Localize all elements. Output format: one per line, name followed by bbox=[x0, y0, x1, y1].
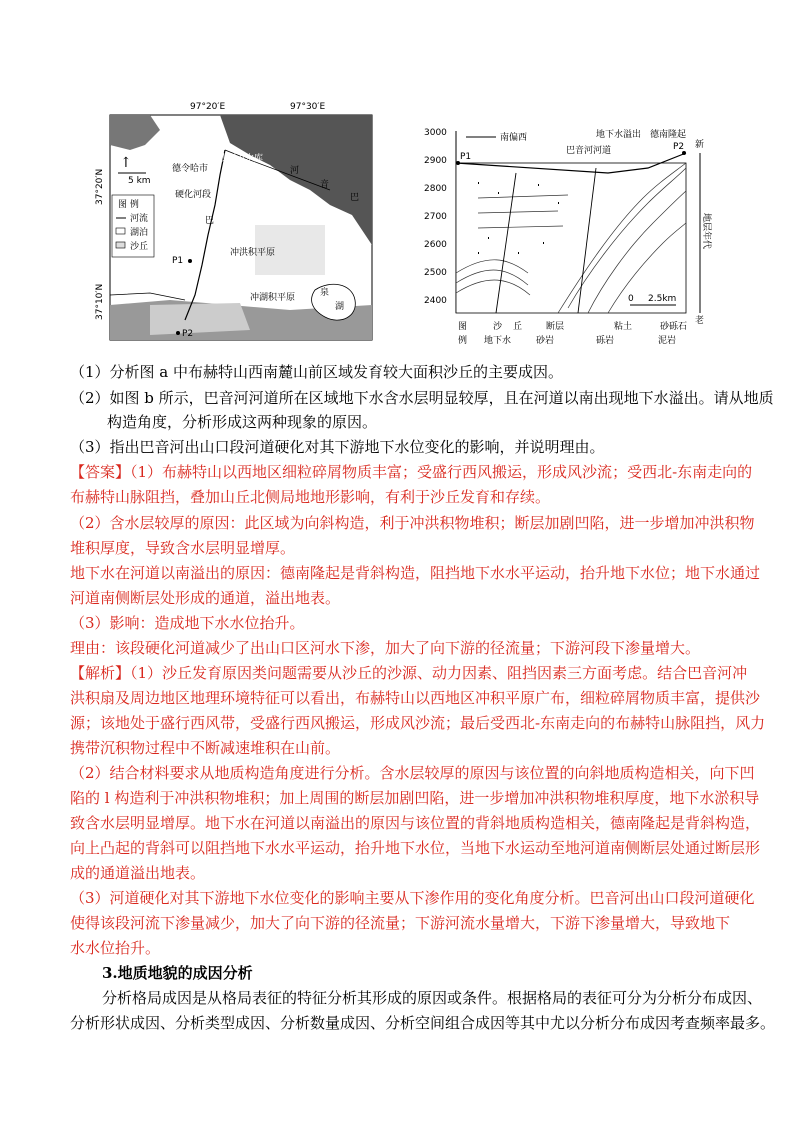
analysis-line-5: （2）结合材料要求从地质构造角度进行分析。含水层较厚的原因与该位置的向斜地质构造相关，向下凹 bbox=[70, 764, 755, 782]
svg-text:图: 图 bbox=[458, 322, 468, 332]
legend-river: 河流 bbox=[130, 214, 149, 224]
svg-text:砾岩: 砾岩 bbox=[596, 336, 615, 346]
answer-line-1 bbox=[70, 462, 770, 482]
analysis-line-7: 致含水层明显增厚。地下水在河道以南溢出的原因与该位置的背斜地质构造相关，德南隆起是背斜构造， bbox=[70, 814, 761, 832]
svg-text:2600: 2600 bbox=[424, 240, 447, 250]
question-2-cont: 构造角度，分析形成这两种现象的原因。 bbox=[107, 413, 378, 431]
lat-label-1: 37°20′N bbox=[95, 168, 105, 205]
question-3: （3）指出巴音河出山口段河道硬化对其下游地下水位变化的影响，并说明理由。 bbox=[70, 438, 605, 456]
svg-text:泥岩: 泥岩 bbox=[658, 336, 677, 346]
section-frame bbox=[456, 163, 686, 313]
place-delingha: 德令哈市 bbox=[172, 164, 209, 174]
svg-text:2700: 2700 bbox=[424, 212, 447, 222]
section-legend bbox=[458, 320, 687, 346]
label-new: 新 bbox=[695, 140, 705, 150]
answer-line-3: （2）含水层较厚的原因：此区域为向斜构造，利于冲洪积物堆积；断层加剧凹陷，进一步增加冲洪积物 bbox=[70, 514, 755, 532]
svg-text:地下水: 地下水 bbox=[484, 336, 512, 346]
place-lacustrine: 冲湖积平原 bbox=[250, 293, 296, 303]
label-old: 老 bbox=[695, 316, 705, 326]
section-heading: 3.地质地貌的成因分析 bbox=[102, 964, 253, 982]
answer-line-6: 河道南侧断层处形成的通道，溢出地表。 bbox=[70, 589, 341, 607]
svg-text:3000: 3000 bbox=[424, 128, 447, 138]
svg-text:沙: 沙 bbox=[493, 322, 503, 332]
scale-label: 2.5km bbox=[648, 294, 677, 304]
answer-line-2: 布赫特山脉阻挡，叠加山丘北侧局地地形影响，有利于沙丘发育和存续。 bbox=[70, 488, 551, 506]
point-p1: P1 bbox=[172, 256, 184, 266]
answer-tag: 【答案】 bbox=[70, 463, 131, 481]
place-ba-2: 巴 bbox=[205, 216, 215, 226]
svg-text:粘土: 粘土 bbox=[614, 322, 633, 332]
label-stratum-age: 地层年代 bbox=[701, 213, 711, 250]
place-ba-1: 巴 bbox=[350, 193, 360, 203]
analysis-text-1: （1）沙丘发育原因类问题需要从沙丘的沙源、动力因素、阻挡因素三方面考虑。结合巴音河冲 bbox=[130, 664, 748, 682]
figure-a-map bbox=[90, 95, 390, 345]
svg-text:砂岩: 砂岩 bbox=[536, 336, 555, 346]
svg-text:丘: 丘 bbox=[513, 322, 523, 332]
analysis-line-6: 陷的 l 构造利于冲洪积物堆积；加上周围的断层加剧凹陷，进一步增加冲洪积物堆积厚度，地下水淤积导 bbox=[70, 789, 760, 807]
answer-text-1: （1）布赫特山以西地区细粒碎屑物质丰富；受盛行西风搬运，形成风沙流；受西北-东南走向的 bbox=[130, 463, 753, 481]
svg-text:2800: 2800 bbox=[424, 184, 447, 194]
point-p1: P1 bbox=[460, 152, 472, 162]
analysis-line-4: 携带沉积物过程中不断减速堆积在山前。 bbox=[70, 739, 341, 757]
analysis-line-1 bbox=[70, 663, 770, 683]
point-p2: P2 bbox=[182, 329, 194, 339]
label-south-west: 南偏西 bbox=[500, 133, 528, 143]
y-axis-ticks bbox=[424, 128, 447, 306]
label-bayin-river: 巴音河河道 bbox=[566, 146, 612, 156]
place-yin: 音 bbox=[320, 180, 330, 190]
place-alluvial: 冲洪积平原 bbox=[230, 248, 276, 258]
place-reservoir: 沙石山水库 bbox=[218, 154, 264, 164]
scale-label: 5 km bbox=[128, 176, 151, 186]
place-he: 河 bbox=[290, 166, 300, 176]
svg-text:2400: 2400 bbox=[424, 296, 447, 306]
analysis-line-11: 使得该段河流下渗量减少，加大了向下游的径流量；下游河流水量增大，下游下渗量增大，导致地下 bbox=[70, 914, 731, 932]
lon-label-2: 97°30′E bbox=[290, 102, 326, 112]
analysis-line-9: 成的通道溢出地表。 bbox=[70, 864, 206, 882]
place-hardened: 硬化河段 bbox=[175, 190, 212, 200]
north-arrow-icon: ↑ bbox=[120, 155, 132, 171]
hatch-zone bbox=[150, 303, 250, 335]
analysis-line-8: 向上凸起的背斜可以阻挡地下水水平运动，抬升地下水位，当地下水运动至地河道南侧断层处通过断层形 bbox=[70, 839, 761, 857]
svg-text:2900: 2900 bbox=[424, 156, 447, 166]
legend-lake: 湖泊 bbox=[130, 228, 149, 238]
section-line-1: 分析格局成因是从格局表征的特征分析其形成的原因或条件。根据格局的表征可分为分析分布成因、 bbox=[102, 989, 763, 1007]
figure-b-section bbox=[418, 123, 718, 351]
section-line-2: 分析形状成因、分析类型成因、分析数量成因、分析空间组合成因等其中尤以分析分布成因考查频率最多。 bbox=[70, 1014, 776, 1032]
answer-line-8: 理由：该段硬化河道减少了出山口区河水下渗，加大了向下游的径流量；下游河段下渗量增大。 bbox=[70, 639, 701, 657]
point-p2: P2 bbox=[673, 142, 685, 152]
analysis-tag: 【解析】 bbox=[70, 664, 131, 682]
svg-text:砂砾石: 砂砾石 bbox=[660, 322, 688, 332]
place-lake: 湖 bbox=[335, 302, 345, 312]
question-2: （2）如图 b 所示，巴音河河道所在区域地下水含水层明显较厚，且在河道以南出现地下水溢出。请从地质 bbox=[70, 389, 774, 407]
svg-text:例: 例 bbox=[458, 336, 468, 346]
scale-zero: 0 bbox=[628, 294, 634, 304]
svg-text:断层: 断层 bbox=[546, 322, 565, 332]
question-1: （1）分析图 a 中布赫特山西南麓山前区域发育较大面积沙丘的主要成因。 bbox=[70, 363, 564, 381]
analysis-line-3: 源；该地处于盛行西风带，受盛行西风搬运，形成风沙流；最后受西北-东南走向的布赫特山脉阻挡，风力 bbox=[70, 714, 766, 732]
lon-label-1: 97°20′E bbox=[190, 102, 226, 112]
legend-dune: 沙丘 bbox=[130, 242, 149, 252]
analysis-line-2: 洪积扇及周边地区地理环境特征可以看出，布赫特山以西地区冲积平原广布，细粒碎屑物质丰富，提供沙 bbox=[70, 689, 761, 707]
answer-line-4: 堆积厚度，导致含水层明显增厚。 bbox=[70, 539, 296, 557]
answer-line-7: （3）影响：造成地下水水位抬升。 bbox=[70, 614, 305, 632]
legend-title: 图 例 bbox=[118, 200, 139, 210]
lat-label-2: 37°10′N bbox=[95, 283, 105, 320]
label-groundwater-outflow: 地下水溢出 bbox=[596, 130, 642, 140]
label-denan-uplift: 德南隆起 bbox=[650, 130, 687, 140]
analysis-line-12: 水水位抬升。 bbox=[70, 939, 161, 957]
answer-line-5: 地下水在河道以南溢出的原因：德南隆起是背斜构造，阻挡地下水水平运动，抬升地下水位；地下水通过 bbox=[70, 564, 761, 582]
place-spring: 泉 bbox=[320, 288, 330, 298]
svg-text:2500: 2500 bbox=[424, 268, 447, 278]
analysis-line-10: （3）河道硬化对其下游地下水位变化的影响主要从下渗作用的变化角度分析。巴音河出山口段河道硬化 bbox=[70, 889, 755, 907]
